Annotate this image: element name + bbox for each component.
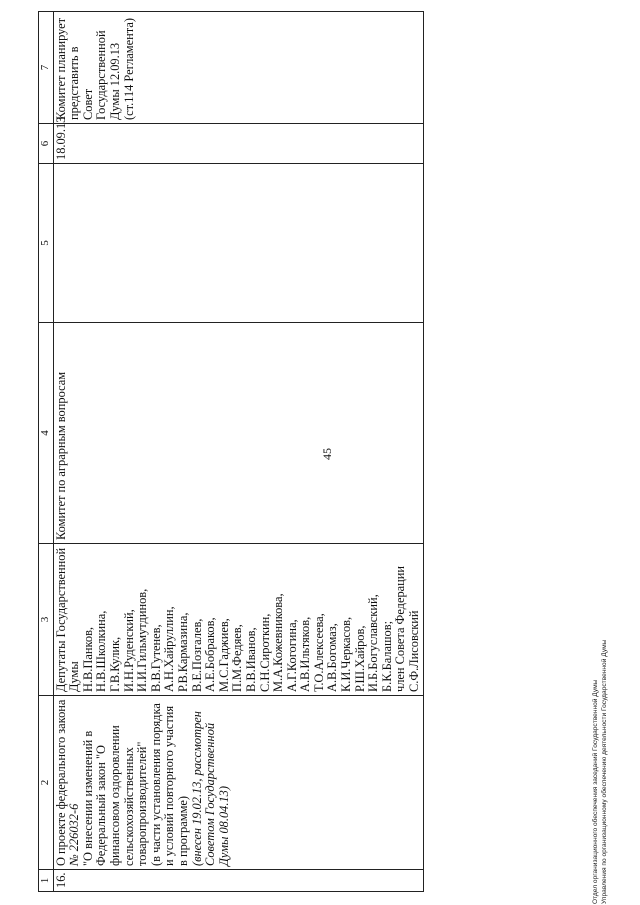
table-row <box>53 12 423 892</box>
review-date: 18.09.13 <box>53 124 423 164</box>
header-col-4: 4 <box>39 323 54 544</box>
footer-line-1: Отдел организационного обеспечения заседаний Государственной Думы <box>592 679 599 904</box>
bill-title-prefix: О проекте федерального закона <box>53 699 68 866</box>
committee-note: Комитет планирует представить в Совет Государственной Думы 12.09.13 (ст.114 Регламента) <box>53 12 423 124</box>
footer <box>592 574 609 904</box>
bill-authors: Депутаты Государственной Думы Н.В.Панков, Н.В.Школкина, Г.В.Кулик, И.Н.Руденский, И.И.Гильмутдинов, В.В.Гутенев, А.Н.Хайруллин, Р.В.Кармазина, В.Е.Позгалев, А.Е.Бобраков, М.С.Гаджиев, П.М.Федяев, В.В.Иванов, С.Н.Сироткин, М.А.Кожевникова, А.Г.Когогина, А.В.Ильтяков, Т.О.Алексеева, А.В.Богомаз, К.И.Черкасов, Р.Ш.Хайров, И.Б.Богуславский, Б.К.Балашов; член Совета Федерации С.Ф.Лисовский <box>53 544 423 696</box>
header-col-2: 2 <box>39 696 54 870</box>
table-header-row <box>39 12 54 892</box>
page-number: 45 <box>320 448 334 460</box>
bill-title <box>53 696 423 870</box>
header-col-5: 5 <box>39 164 54 323</box>
bills-table <box>38 11 424 892</box>
bill-title-body: "О внесении изменений в Федеральный закон "О финансовом оздоровлении сельскохозяйственных товаропроизводителей" (в части установления порядка и условий повторного участия в программе) <box>80 703 190 866</box>
header-col-7: 7 <box>39 12 54 124</box>
footer-line-2: Управления по организационному обеспечению деятельности Государственной Думы <box>600 639 608 904</box>
header-col-3: 3 <box>39 544 54 696</box>
rotated-page-content <box>38 12 640 892</box>
bill-submission-note: (внесен 19.02.13, рассмотрен Советом Государственной Думы 08.04.13) <box>189 711 231 866</box>
col-5-cell <box>53 164 423 323</box>
bill-number: № 226032-6 <box>67 803 82 866</box>
header-col-1: 1 <box>39 870 54 892</box>
row-number: 16. <box>53 870 423 892</box>
header-col-6: 6 <box>39 124 54 164</box>
responsible-committee: Комитет по аграрным вопросам <box>53 323 423 544</box>
